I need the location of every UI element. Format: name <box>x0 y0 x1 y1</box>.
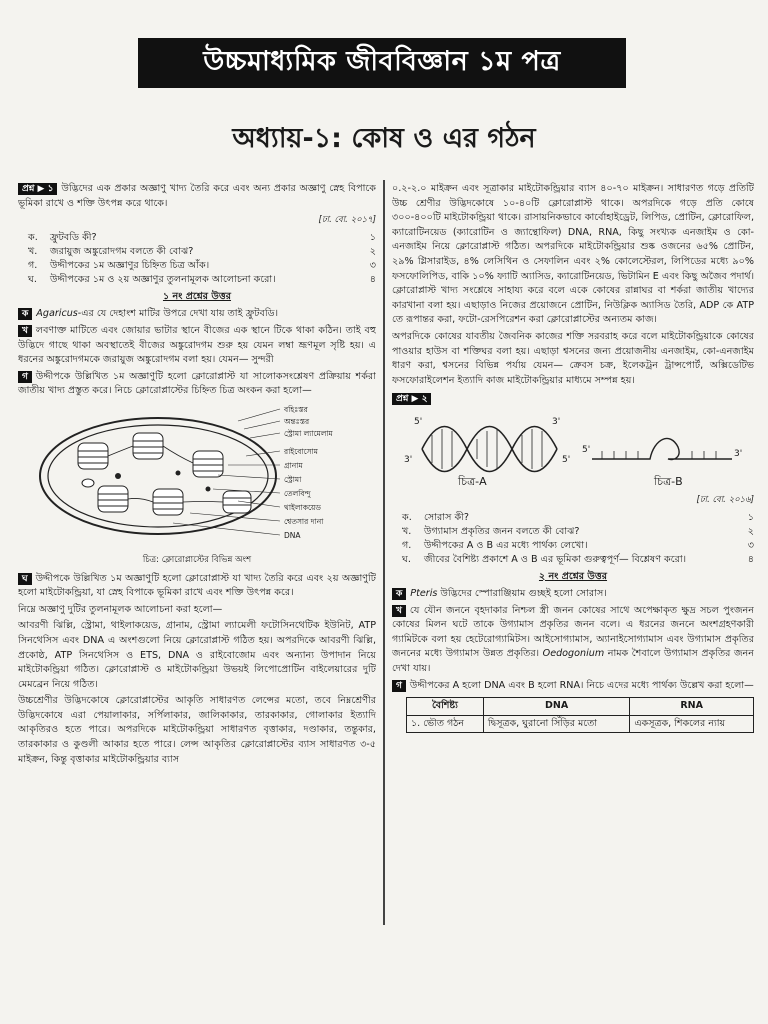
question-2-source: [ঢা. বো. ২০১৬] <box>696 494 754 505</box>
nucleic-acid-figure <box>392 409 754 493</box>
question-2-header <box>392 392 754 407</box>
right-column <box>392 182 754 930</box>
dna-rna-drawing <box>392 409 754 493</box>
label-oil-droplet: তেলবিন্দু <box>284 488 311 498</box>
strand-end-label: 5' <box>414 416 423 427</box>
label-thylakoid: থাইলাকয়েড <box>284 502 321 512</box>
table-header-row <box>407 698 754 716</box>
answer-2-kha: খ যে যৌন জননে বৃহদাকার নিশ্চল স্ত্রী জনন কোষের সাথে অপেক্ষাকৃত ক্ষুদ্র সচল পুংজনন কোষের মিলন ঘটে তাকে উগ্যামাস প্রকৃতির জনন বলে। এ ধরনের জননে অংশগ্রহণকারী গ্যামিটকে বলা হয় হেটেরোগ্যামিটস। আইসোগ্যামাস, অ্যানাইসোগ্যামাস এবং উগ্যামাস প্রকৃতির জননের মধ্যে উগ্যামাস উন্নত প্রকৃতির। Oedogonium নামক শৈবালে উগ্যামাস প্রকৃতির জনন দেখা যায়। <box>392 604 754 675</box>
answer-2-title: ২ নং প্রশ্নের উত্তর <box>538 570 608 582</box>
answer-gha: ঘ উদ্দীপকে উল্লিখিত ১ম অজ্ঞাণুটি হলো ক্লোরোপ্লাস্ট যা খাদ্য তৈরি করে এবং ২য় অজ্ঞাণুটি হলো মাইটোকন্ড্রিয়া, যা স্নেহ বিপাকে ভূমিকা রাখে এবং শক্তি উৎপন্ন করে। <box>18 572 376 599</box>
table-header: DNA <box>483 698 629 716</box>
answer-gha-shape: উচ্চশ্রেণীর উদ্ভিদকোষে ক্লোরোপ্লাস্টের আকৃতি সাধারণত লেন্সের মতো, তবে নিম্নশ্রেণীর উদ্ভিদকোষে এরা পেয়ালাকার, সর্পিলাকার, জালিকাকার, তারকাকার, গোলাকার ইত্যাদি আকৃতিরও হতে পারে। অপরদিকে মাইটোকন্ড্রিয়া সাধারণত বৃত্তাকার, দণ্ডাকার, তন্তুকার, তারকাকার ও কুণ্ডলী আকার হতে পারে। লেন্স আকৃতির ক্লোরোপ্লাস্টের ব্যাস সাধারণত ৩-৫ মাইক্রন, কিন্তু বৃত্তাকার মাইটোকন্ড্রিয়ার ব্যাস <box>18 695 376 765</box>
left-column <box>18 182 376 930</box>
table-header: RNA <box>630 698 754 716</box>
table-cell: একসূত্রক, শিকলের ন্যায় <box>630 715 754 733</box>
answer-gha-continued: ০.২-২.০ মাইক্রন এবং সূত্রাকার মাইটোকন্ড্রিয়ার ব্যাস ৪০-৭০ মাইক্রন। সাধারণত গড়ে প্রতিটি উচ্চ শ্রেণীর উদ্ভিদকোষে ১০-৪০টি ক্লোরোপ্লাস্ট থাকে। অপরদিকে গড়ে প্রতি কোষে ৩০০-৪০০টি মাইটোকন্ড্রিয়া থাকে। রাসায়নিকভাবে কার্বোহাইড্রেট, লিপিড, প্রোটিন, ক্লোরোফিল, ক্যারোটিনয়েড (ক্যারোটিন ও জ্যান্থোফিল) DNA, RNA, কিছু সংখ্যক এনজাইম ও কো-এনজাইম নিয়ে ক্লোরোপ্লাস্ট গঠিত। অপরদিকে মাইটোকন্ড্রিয়ার শুষ্ক ওজনের ৬৫% প্রোটিন, ২৯% গ্লিসারাইড, ৪% লেসিথিন ও সেফালিন এবং ২% কোলেস্টেরল, লিপিডের মধ্যে ৯০% ফসফোলিপিড, বাকি ১০% ফ্যাটি অ্যাসিড, ক্যারোটিনয়েড, ভিটামিন E এবং কিছু অজৈব পদার্থ। ক্লোরোপ্লাস্ট খাদ্য সংশ্লেষে সাহায্য করে বলে একে কোষের রান্নাঘর বা শর্করা জাতীয় খাদ্যের কারখানা বলা হয়। এছাড়াও নিজের প্রয়োজনে প্রোটিন, নিউক্লিক অ্যাসিড তৈরি, ADP কে ATP তে রূপান্তর করা, ফটো-রেসপিরেশন করা ক্লোরোপ্লাস্টের অন্যতম কাজ। <box>392 183 754 326</box>
table-cell: ১. ভৌত গঠন <box>407 715 484 733</box>
figure-caption: চিত্র: ক্লোরোপ্লাস্টের বিভিন্ন অংশ <box>142 554 252 565</box>
strand-end-label: 5' <box>562 454 571 465</box>
question-item: ঘ. উদ্দীপকের ১ম ও ২য় অজ্ঞাণুর তুলনামূলক আলোচনা করো। ৪ <box>28 273 376 285</box>
answer-2-ga: গ উদ্দীপকের A হলো DNA এবং B হলো RNA। নিচে এদের মধ্যে পার্থক্য উল্লেখ করা হলো— <box>392 679 754 694</box>
strand-end-label: 5' <box>582 444 591 455</box>
answer-ga: গ উদ্দীপকে উল্লিখিত ১ম অজ্ঞাণুটি হলো ক্লোরোপ্লাস্ট যা সালোকসংশ্লেষণ প্রক্রিয়ায় শর্করা জাতীয় খাদ্য প্রস্তুত করে। নিচে ক্লোরোপ্লাস্টের চিহ্নিত চিত্র অংকন করা হলো— <box>18 370 376 397</box>
question-tag: প্রশ্ন ▶ ২ <box>392 393 431 405</box>
table-row <box>407 715 754 733</box>
answer-2-ka: ক Pteris উদ্ভিদের স্পোরাঞ্জিয়াম গুচ্ছই হলো সোরাস। <box>392 587 754 602</box>
question-1-source: [ঢা. বো. ২০১৭] <box>318 215 376 226</box>
question-1-stem: প্রশ্ন ▶ ১ উদ্ভিদের এক প্রকার অজ্ঞাণু খাদ্য তৈরি করে এবং অন্য প্রকার অজ্ঞাণু স্নেহ বিপাকে ভূমিকা রাখে ও শক্তি উৎপন্ন করে থাকে। <box>18 183 376 209</box>
label-starch-grain: শ্বেতসার দানা <box>284 516 324 526</box>
label-stroma-lamellae: স্ট্রোমা ল্যামেলাম <box>284 428 333 438</box>
chapter-title: অধ্যায়-১: কোষ ও এর গঠন <box>232 123 536 154</box>
column-divider <box>383 180 385 925</box>
label-ribosome: রাইবোসোম <box>284 446 318 456</box>
question-item: গ. উদ্দীপকের ১ম অজ্ঞাণুর চিহ্নিত চিত্র আঁক। ৩ <box>28 259 376 271</box>
question-tag: প্রশ্ন ▶ ১ <box>18 183 57 195</box>
table-cell: দ্বিসূত্রক, ঘুরানো সিঁড়ির মতো <box>483 715 629 733</box>
label-stroma: স্ট্রোমা <box>284 474 302 484</box>
label-dna: DNA <box>284 530 301 540</box>
answer-1-title: ১ নং প্রশ্নের উত্তর <box>162 290 232 302</box>
strand-end-label: 3' <box>404 454 413 465</box>
question-item: ক. ফ্রুটবডি কী? ১ <box>28 231 376 243</box>
book-title-banner: উচ্চমাধ্যমিক জীববিজ্ঞান ১ম পত্র <box>138 38 626 88</box>
label-outer-membrane: বহিঃস্তর <box>284 404 308 414</box>
answer-kha: খ লবণাক্ত মাটিতে এবং জোয়ার ভাটার স্থানে বীজের এক স্থানে টিকে থাকা কঠিন। তাই বহু উদ্ভিদে গাছে থাকা অবস্থাতেই বীজের অঙ্কুরোদগম শুরু হয় যেমন লম্বা ভ্রূণমূল সৃষ্টি হয়। এ ধরনের অঙ্কুরোদগমকে জরায়ুজ অঙ্কুরোদগম বলা হয়। যেমন— সুন্দরী <box>18 324 376 366</box>
dna-rna-comparison-table <box>406 697 754 733</box>
figure-a-label: চিত্র-A <box>458 474 487 488</box>
answer-gha-intro: নিম্নে অজ্ঞাণু দুটির তুলনামূলক আলোচনা করা হলো— <box>18 603 223 615</box>
label-granum: গ্রানাম <box>284 460 303 470</box>
strand-end-label: 3' <box>734 448 743 459</box>
chloroplast-diagram <box>18 401 376 551</box>
answer-gha-structure: আবরণী ঝিল্লি, স্ট্রোমা, থাইলাকয়েড, গ্রানাম, স্ট্রোমা ল্যামেলী ফটোসিনথেটিক ইউনিট, ATP সিনথেসিস এবং DNA এ অংশগুলো নিয়ে ক্লোরোপ্লাস্ট গঠিত হয়। অপরদিকে আবরণী ঝিল্লি, প্রকোষ্ঠ, ATP সিনথেসিস ও ETS, DNA ও রাইবোজোম এবং অন্যান্য উপাদান নিয়ে মাইটোকন্ড্রিয়া গঠিত। ক্লোরোপ্লাস্ট ও মাইটোকন্ড্রিয়া উভয়ই লিপোপ্রোটিন বাইলেয়ারের দুটি মেমব্রেন নিয়ে গঠিত। <box>18 620 376 690</box>
question-item: ঘ. জীবের বৈশিষ্ট্য প্রকাশে A ও B এর ভূমিকা গুরুত্বপূর্ণ— বিশ্লেষণ করো। ৪ <box>402 553 754 565</box>
figure-b-label: চিত্র-B <box>654 474 683 488</box>
strand-end-label: 3' <box>552 416 561 427</box>
table-header: বৈশিষ্ট্য <box>407 698 484 716</box>
question-item: গ. উদ্দীপকের A ও B এর মধ্যে পার্থক্য লেখো। ৩ <box>402 539 754 551</box>
label-inner-membrane: অন্তঃস্তর <box>284 416 310 426</box>
answer-ka: ক Agaricus-এর যে দেহাংশ মাটির উপরে দেখা যায় তাই ফ্রুটবডি। <box>18 307 376 322</box>
answer-gha-mitochondria: অপরদিকে কোষের যাবতীয় জৈবনিক কাজের শক্তি সরবরাহ করে বলে মাইটোকন্ড্রিয়াকে কোষের পাওয়ার হাউস বা শক্তিঘর বলা হয়। এছাড়া শ্বসনের জন্য প্রয়োজনীয় এনজাইম, কো-এনজাইম ধারণ করা, শ্বসনের বিভিন্ন পর্যায় যেমন— ক্রেবস চক্র, ইলেকট্রন ট্রান্সপোর্ট, অক্সিডেটিভ ফসফোরাইলেশন ইত্যাদি কাজ মাইটোকন্ড্রিয়ার মাধ্যমে সম্পন্ন হয়। <box>392 330 754 386</box>
question-item: খ. উগ্যামাস প্রকৃতির জনন বলতে কী বোঝ? ২ <box>402 525 754 537</box>
question-item: ক. সোরাস কী? ১ <box>402 511 754 523</box>
question-item: খ. জরায়ুজ অঙ্কুরোদগম বলতে কী বোঝ? ২ <box>28 245 376 257</box>
